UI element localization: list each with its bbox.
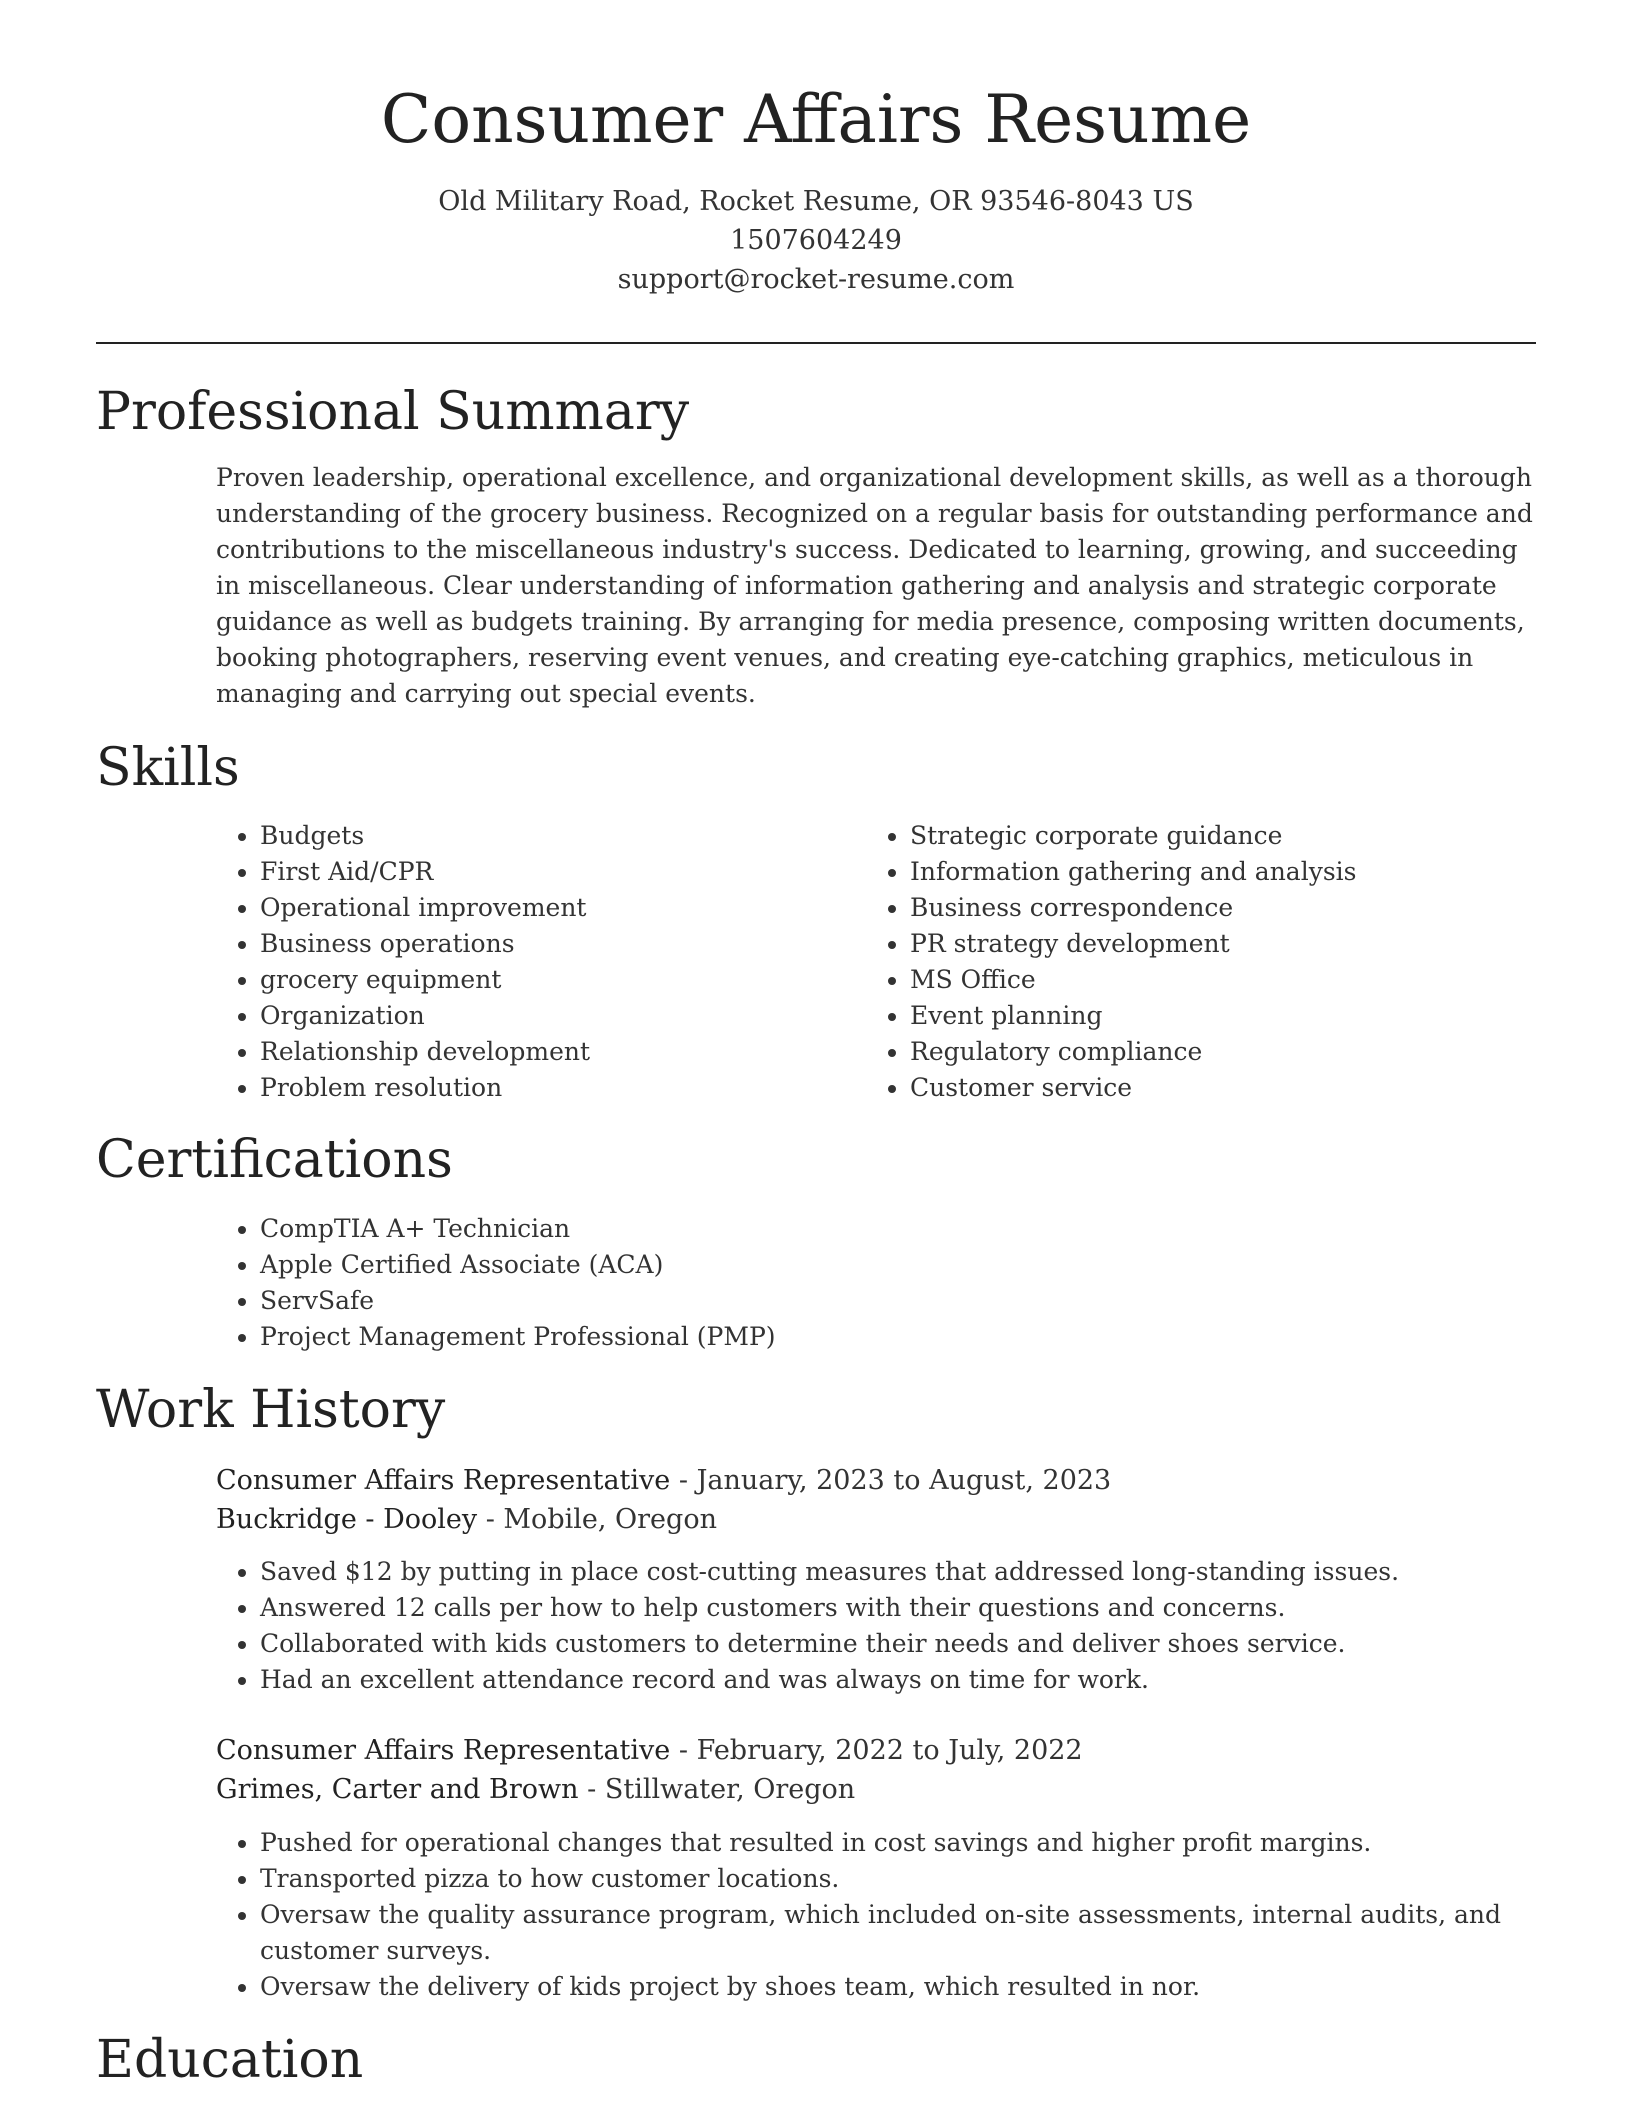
job-bullets [216, 1554, 1546, 1698]
job-bullet: • Saved $12 by putting in place cost-cutting measures that addressed long-standing issues. [260, 1554, 1546, 1590]
job-bullet: • Oversaw the delivery of kids project by shoes team, which resulted in nor. [260, 1969, 1546, 2005]
job-title: Consumer Affairs Representative [216, 1735, 671, 1766]
skill-item: • Problem resolution [260, 1070, 816, 1106]
job-title: Consumer Affairs Representative [216, 1465, 671, 1496]
skill-item: • Customer service [910, 1070, 1546, 1106]
job-bullet: • Oversaw the quality assurance program, which included on-site assessments, internal audits, and customer surveys. [260, 1897, 1546, 1969]
skill-item: • Information gathering and analysis [910, 854, 1546, 890]
certification-item: • Apple Certified Associate (ACA) [260, 1247, 1546, 1283]
skills-heading: Skills [96, 738, 240, 798]
skill-item: • Organization [260, 998, 816, 1034]
summary-text: Proven leadership, operational excellence, and organizational development skills, as well as a thorough understanding of the grocery business. Recognized on a regular basis for outstanding performance and contributions to the miscellaneous industry's success. Dedicated to learning, growing, and succeeding in miscellaneous. Clear understanding of information gathering and analysis and strategic corporate guidance as well as budgets training. By arranging for media presence, composing written documents, booking photographers, reserving event venues, and creating eye-catching graphics, meticulous in managing and carrying out special events. [216, 463, 1533, 708]
skill-item: • First Aid/CPR [260, 854, 816, 890]
job-company: Buckridge - Dooley [216, 1504, 478, 1535]
job-company-line [216, 1770, 1546, 1809]
job-company-line [216, 1500, 1546, 1539]
certifications-list [216, 1211, 1546, 1355]
skill-item: • Relationship development [260, 1034, 816, 1070]
work-history-heading: Work History [96, 1380, 446, 1440]
job-bullets [216, 1825, 1546, 2005]
resume-title: Consumer Affairs Resume [380, 81, 1252, 158]
job-bullet: • Pushed for operational changes that resulted in cost savings and higher profit margins. [260, 1825, 1546, 1861]
certification-item: • Project Management Professional (PMP) [260, 1319, 1546, 1355]
skills-left-column [216, 818, 816, 1106]
job-company: Grimes, Carter and Brown [216, 1774, 579, 1805]
education-heading: Education [96, 2030, 364, 2090]
header-divider [96, 342, 1536, 344]
skill-item: • PR strategy development [910, 926, 1546, 962]
contact-address: Old Military Road, Rocket Resume, OR 93546-8043 US [438, 185, 1194, 217]
skill-item: • Business operations [260, 926, 816, 962]
skills-right-column [866, 818, 1546, 1106]
skill-item: • Strategic corporate guidance [910, 818, 1546, 854]
job-entry [216, 1731, 1546, 1809]
skill-item: • Regulatory compliance [910, 1034, 1546, 1070]
skill-item: • grocery equipment [260, 962, 816, 998]
job-dates: - February, 2022 to July, 2022 [670, 1735, 1083, 1766]
certification-item: • ServSafe [260, 1283, 1546, 1319]
certification-item: • CompTIA A+ Technician [260, 1211, 1546, 1247]
certifications-heading: Certifications [96, 1130, 453, 1190]
skill-item: • MS Office [910, 962, 1546, 998]
summary-heading: Professional Summary [96, 382, 690, 442]
job-bullet: • Had an excellent attendance record and was always on time for work. [260, 1662, 1546, 1698]
job-entry [216, 1461, 1546, 1539]
job-location: - Stillwater, Oregon [578, 1774, 856, 1805]
contact-email: support@rocket-resume.com [617, 263, 1015, 295]
skill-item: • Operational improvement [260, 890, 816, 926]
job-title-line [216, 1731, 1546, 1770]
resume-header [0, 0, 1632, 299]
job-bullet: • Collaborated with kids customers to determine their needs and deliver shoes service. [260, 1626, 1546, 1662]
skill-item: • Event planning [910, 998, 1546, 1034]
contact-phone: 1507604249 [730, 224, 902, 256]
job-title-line [216, 1461, 1546, 1500]
job-dates: - January, 2023 to August, 2023 [670, 1465, 1112, 1496]
job-bullet: • Transported pizza to how customer locations. [260, 1861, 1546, 1897]
job-location: - Mobile, Oregon [477, 1504, 717, 1535]
job-bullet: • Answered 12 calls per how to help customers with their questions and concerns. [260, 1590, 1546, 1626]
skill-item: • Budgets [260, 818, 816, 854]
skill-item: • Business correspondence [910, 890, 1546, 926]
